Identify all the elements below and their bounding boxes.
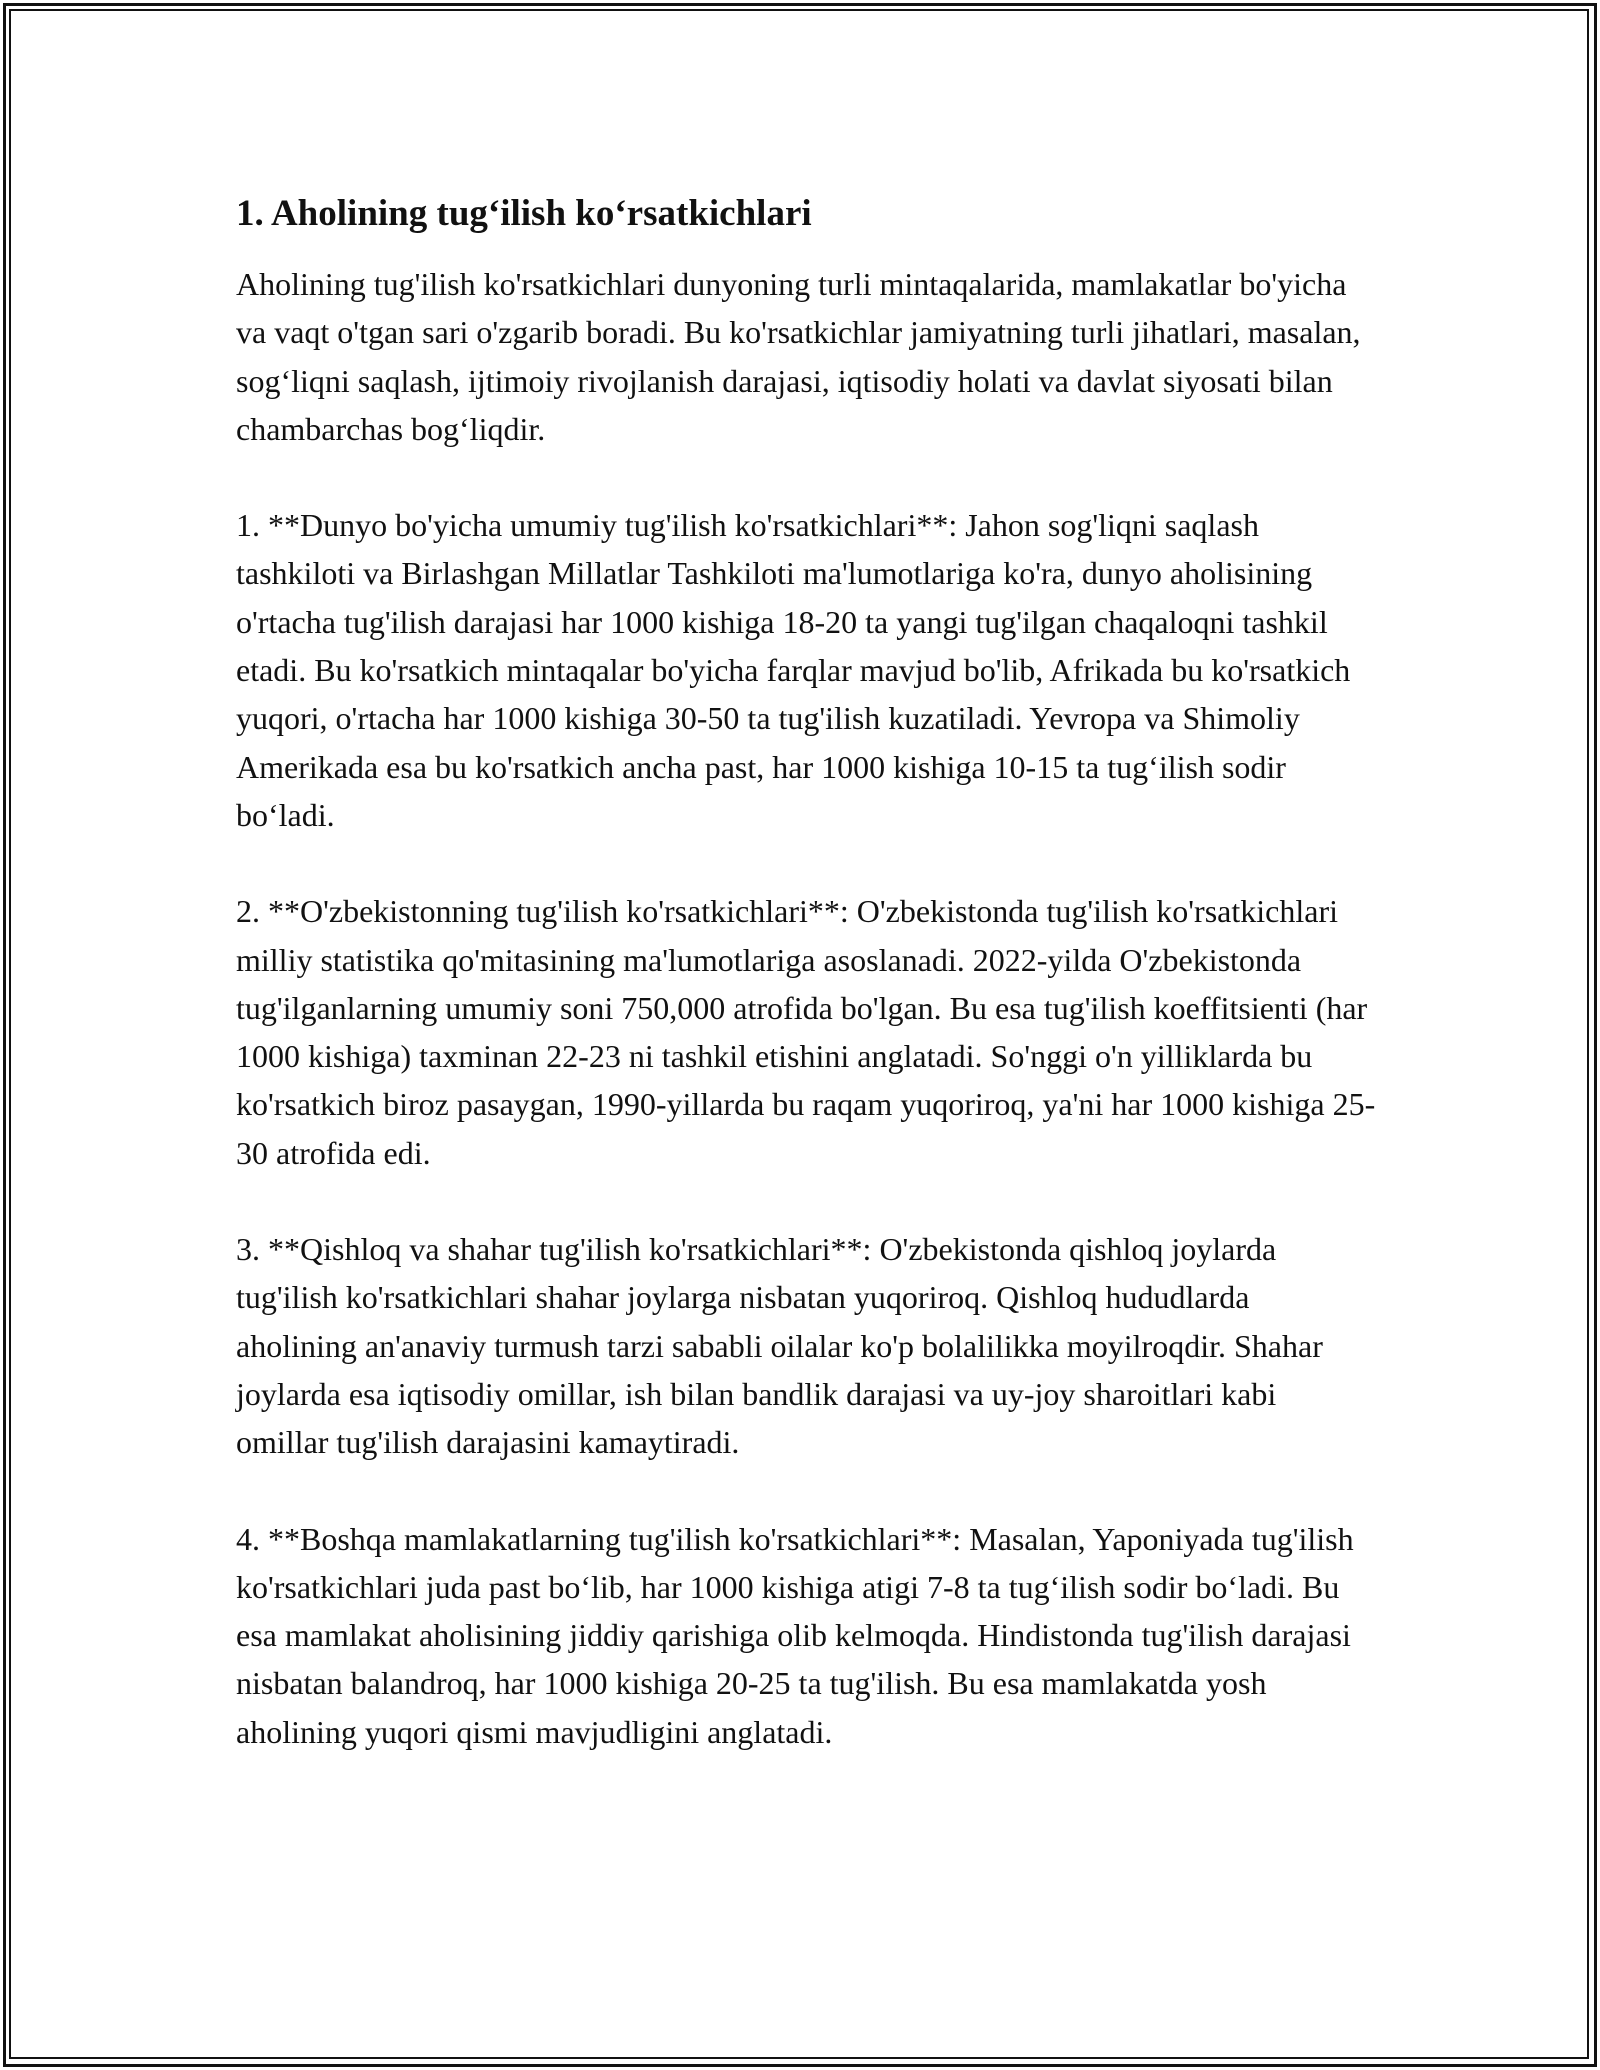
uzbekistan-birth-rates-paragraph: 2. **O'zbekistonning tug'ilish ko'rsatkichlari**: O'zbekistonda tug'ilish ko'rsatkichlari milliy statistika qo'mitasining ma'lumotlariga asoslanadi. 2022-yilda O'zbekistonda tug'ilganlarning umumiy soni 750,000 atrofida bo'lgan. Bu esa tug'ilish koeffitsienti (har 1000 kishiga) taxminan 22-23 ni tashkil etishini anglatadi. So'nggi o'n yilliklarda bu ko'rsatkich biroz pasaygan, 1990-yillarda bu raqam yuqoriroq, ya'ni har 1000 kishiga 25-30 atrofida edi.: [236, 893, 1376, 1171]
other-countries-birth-rates-paragraph: 4. **Boshqa mamlakatlarning tug'ilish ko'rsatkichlari**: Masalan, Yaponiyada tug'ilish ko'rsatkichlari juda past bo‘lib, har 1000 kishiga atigi 7-8 ta tug‘ilish sodir bo‘ladi. Bu esa mamlakat aholisining jiddiy qarishiga olib kelmoqda. Hindistonda tug'ilish darajasi nisbatan balandroq, har 1000 kishiga 20-25 ta tug'ilish. Bu esa mamlakatda yosh aholining yuqori qismi mavjudligini anglatadi.: [236, 1520, 1354, 1750]
section-heading: 1. Aholining tug‘ilish ko‘rsatkichlari: [236, 193, 812, 234]
document-body: [236, 188, 1376, 1804]
rural-urban-birth-rates-paragraph: 3. **Qishloq va shahar tug'ilish ko'rsatkichlari**: O'zbekistonda qishloq joylarda tug'ilish ko'rsatkichlari shahar joylarga nisbatan yuqoriroq. Qishloq hududlarda aholining an'anaviy turmush tarzi sababli oilalar ko'p bolalilikka moyilroqdir. Shahar joylarda esa iqtisodiy omillar, ish bilan bandlik darajasi va uy-joy sharoitlari kabi omillar tug'ilish darajasini kamaytiradi.: [236, 1231, 1323, 1461]
intro-paragraph: Aholining tug'ilish ko'rsatkichlari dunyoning turli mintaqalarida, mamlakatlar bo'yicha va vaqt o'tgan sari o'zgarib boradi. Bu ko'rsatkichlar jamiyatning turli jihatlari, masalan, sog‘liqni saqlash, ijtimoiy rivojlanish darajasi, iqtisodiy holati va davlat siyosati bilan chambarchas bog‘liqdir.: [236, 266, 1361, 447]
world-birth-rates-paragraph: 1. **Dunyo bo'yicha umumiy tug'ilish ko'rsatkichlari**: Jahon sog'liqni saqlash tashkiloti va Birlashgan Millatlar Tashkiloti ma'lumotlariga ko'ra, dunyo aholisining o'rtacha tug'ilish darajasi har 1000 kishiga 18-20 ta yangi tug'ilgan chaqaloqni tashkil etadi. Bu ko'rsatkich mintaqalar bo'yicha farqlar mavjud bo'lib, Afrikada bu ko'rsatkich yuqori, o'rtacha har 1000 kishiga 30-50 ta tug'ilish kuzatiladi. Yevropa va Shimoliy Amerikada esa bu ko'rsatkich ancha past, har 1000 kishiga 10-15 ta tug‘ilish sodir bo‘ladi.: [236, 507, 1351, 833]
